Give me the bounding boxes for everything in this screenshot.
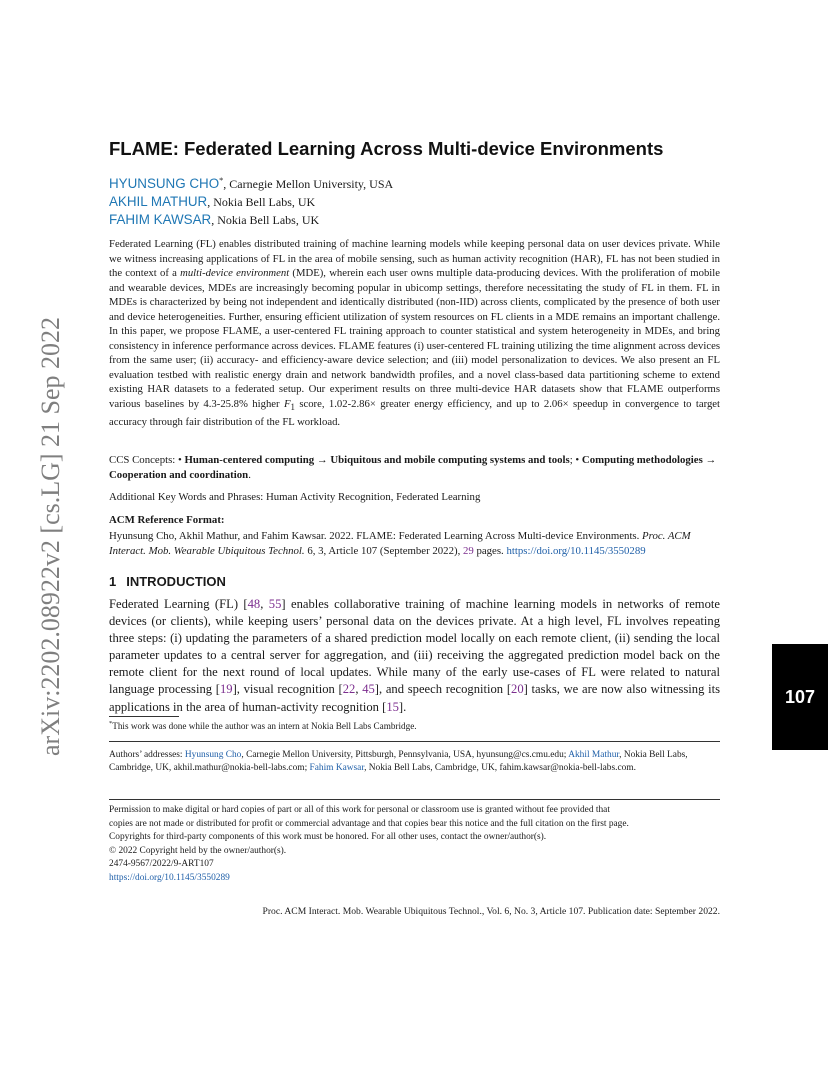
- section-title: INTRODUCTION: [126, 574, 226, 589]
- author-name[interactable]: AKHIL MATHUR: [109, 194, 208, 209]
- footnote-rule: [109, 716, 179, 717]
- permission-notice: [109, 804, 720, 885]
- author-2: [109, 193, 393, 211]
- doi-link[interactable]: https://doi.org/10.1145/3550289: [109, 872, 230, 883]
- author-affiliation: , Nokia Bell Labs, UK: [211, 213, 320, 227]
- acm-reference-heading: ACM Reference Format:: [109, 514, 225, 526]
- abstract: Federated Learning (FL) enables distributed training of machine learning models while keeping personal data on user devices private. While we witness increasing applications of FL in the area of mobile sensing, such as human activity recognition (HAR), FL has not been studied in the context of a multi-device environment (MDE), wherein each user owns multiple data-producing devices. With the proliferation of mobile and wearable devices, MDEs are increasingly becoming popular in ubicomp settings, therefore necessitating the study of FL in them. FL in MDEs is characterized by being not independent and identically distributed (non-IID) across clients, complicated by the presence of both user and device heterogeneities. Further, ensuring efficient utilization of system resources on FL clients in a MDE remains an important challenge. In this paper, we propose FLAME, a user-centered FL training approach to counter statistical and system heterogeneity in MDEs, and bring consistency in inference performance across devices. FLAME features (i) user-centered FL training utilizing the time alignment across devices from the same user; (ii) accuracy- and efficiency-aware device selection; and (iii) model personalization to devices. We also present an FL evaluation testbed with realistic energy drain and network bandwidth profiles, and a novel class-based data partitioning scheme to extend existing HAR datasets to a federated setup. Our experiment results on three multi-device HAR datasets show that FLAME outperforms various baselines by 4.3-25.8% higher $F_1$ score, 1.02-2.86× greater energy efficiency, and up to 2.06× speedup in convergence to target accuracy through fair distribution of the FL workload.: [109, 238, 721, 428]
- footnote: *This work was done while the author was an intern at Nokia Bell Labs Cambridge.: [109, 719, 417, 731]
- author-affiliation: , Carnegie Mellon University, USA: [223, 177, 394, 191]
- page-footer: Proc. ACM Interact. Mob. Wearable Ubiquitous Technol., Vol. 6, No. 3, Article 107. Publication date: September 2022.: [262, 906, 720, 917]
- page-count-link[interactable]: 29: [462, 544, 474, 557]
- intro-paragraph: Federated Learning (FL) [48, 55] enables collaborative training of machine learning models in networks of remote devices (or clients), while keeping users’ personal data on the devices private. At a high level, FL involves repeating three steps: (i) updating the parameters of a shared prediction model locally on each remote client, (ii) sending the local parameter updates to a central server for aggregation, and (iii) receiving the aggregated prediction model back on the remote client for the next round of local updates. While many of the early use-cases of FL were related to natural language processing [19], visual recognition [22, 45], and speech recognition [20] tasks, we are now also witnessing its applications in the area of human-activity recognition [15].: [109, 597, 721, 714]
- copyright-line: © 2022 Copyright held by the owner/author(s).: [109, 845, 287, 856]
- arxiv-stamp: arXiv:2202.08922v2 [cs.LG] 21 Sep 2022: [36, 316, 65, 756]
- citation-link[interactable]: 45: [362, 682, 375, 697]
- paper-title: FLAME: Federated Learning Across Multi-device Environments: [109, 138, 664, 159]
- doi-link[interactable]: https://doi.org/10.1145/3550289: [506, 544, 646, 557]
- citation-link[interactable]: 48: [247, 597, 261, 611]
- citation-link[interactable]: 19: [219, 682, 233, 697]
- section-number: 1: [109, 574, 117, 589]
- permission-line: Copyrights for third-party components of this work must be honored. For all other uses, contact the owner/author(s).: [109, 832, 547, 842]
- permission-line: Permission to make digital or hard copies of part or all of this work for personal or classroom use is granted without fee provided that: [109, 805, 610, 815]
- author-addresses: Authors’ addresses: Hyunsung Cho, Carnegie Mellon University, Pittsburgh, Pennsylvania, USA, hyunsung@cs.cmu.edu; Akhil Mathur, Nokia Bell Labs, Cambridge, UK, akhil.mathur@nokia-bell-labs.com; Fahim Kawsar, Nokia Bell Labs, Cambridge, UK, fahim.kawsar@nokia-bell-labs.com.: [109, 750, 688, 774]
- ccs-concept-1: Human-centered computing → Ubiquitous and mobile computing systems and tools: [184, 454, 570, 466]
- acm-reference-text: Hyunsung Cho, Akhil Mathur, and Fahim Kawsar. 2022. FLAME: Federated Learning Across Multi-device Environments. Proc. ACM Interact. Mob. Wearable Ubiquitous Technol. 6, 3, Article 107 (September 2022), 29 pages. https://doi.org/10.1145/3550289: [109, 530, 691, 557]
- author-name[interactable]: HYUNSUNG CHO: [109, 176, 220, 191]
- article-number-tab: 107: [772, 644, 828, 750]
- author-mark: *: [219, 176, 224, 185]
- ccs-concepts: CCS Concepts: • Human-centered computing → Ubiquitous and mobile computing systems and tools; • Computing methodologies → Cooperation and coordination.: [109, 454, 717, 481]
- citation-link[interactable]: 55: [268, 597, 282, 611]
- issn-line: 2474-9567/2022/9-ART107: [109, 859, 214, 869]
- author-address-link[interactable]: Akhil Mathur: [568, 750, 620, 760]
- author-affiliation: , Nokia Bell Labs, UK: [207, 195, 316, 209]
- author-1: [109, 175, 393, 193]
- author-address-link[interactable]: Fahim Kawsar: [309, 763, 365, 774]
- abstract-emphasis: multi-device environment: [180, 267, 290, 280]
- author-list: [109, 175, 393, 229]
- citation-link[interactable]: 15: [386, 699, 399, 714]
- citation-link[interactable]: 20: [511, 682, 524, 697]
- citation-link[interactable]: 22: [342, 682, 356, 697]
- section-heading: [109, 574, 226, 589]
- f1-symbol: F: [283, 398, 291, 411]
- author-3: [109, 211, 393, 229]
- divider: [109, 799, 720, 800]
- author-name[interactable]: FAHIM KAWSAR: [109, 212, 212, 227]
- keywords: Additional Key Words and Phrases: Human Activity Recognition, Federated Learning: [109, 491, 481, 503]
- ccs-concept-2: Computing methodologies → Cooperation and coordination: [109, 454, 717, 481]
- author-address-link[interactable]: Hyunsung Cho: [184, 750, 242, 760]
- permission-line: copies are not made or distributed for profit or commercial advantage and that copies bear this notice and the full citation on the first page.: [109, 818, 629, 829]
- journal-name: Proc. ACM Interact. Mob. Wearable Ubiquitous Technol.: [109, 530, 691, 557]
- divider: [109, 741, 720, 742]
